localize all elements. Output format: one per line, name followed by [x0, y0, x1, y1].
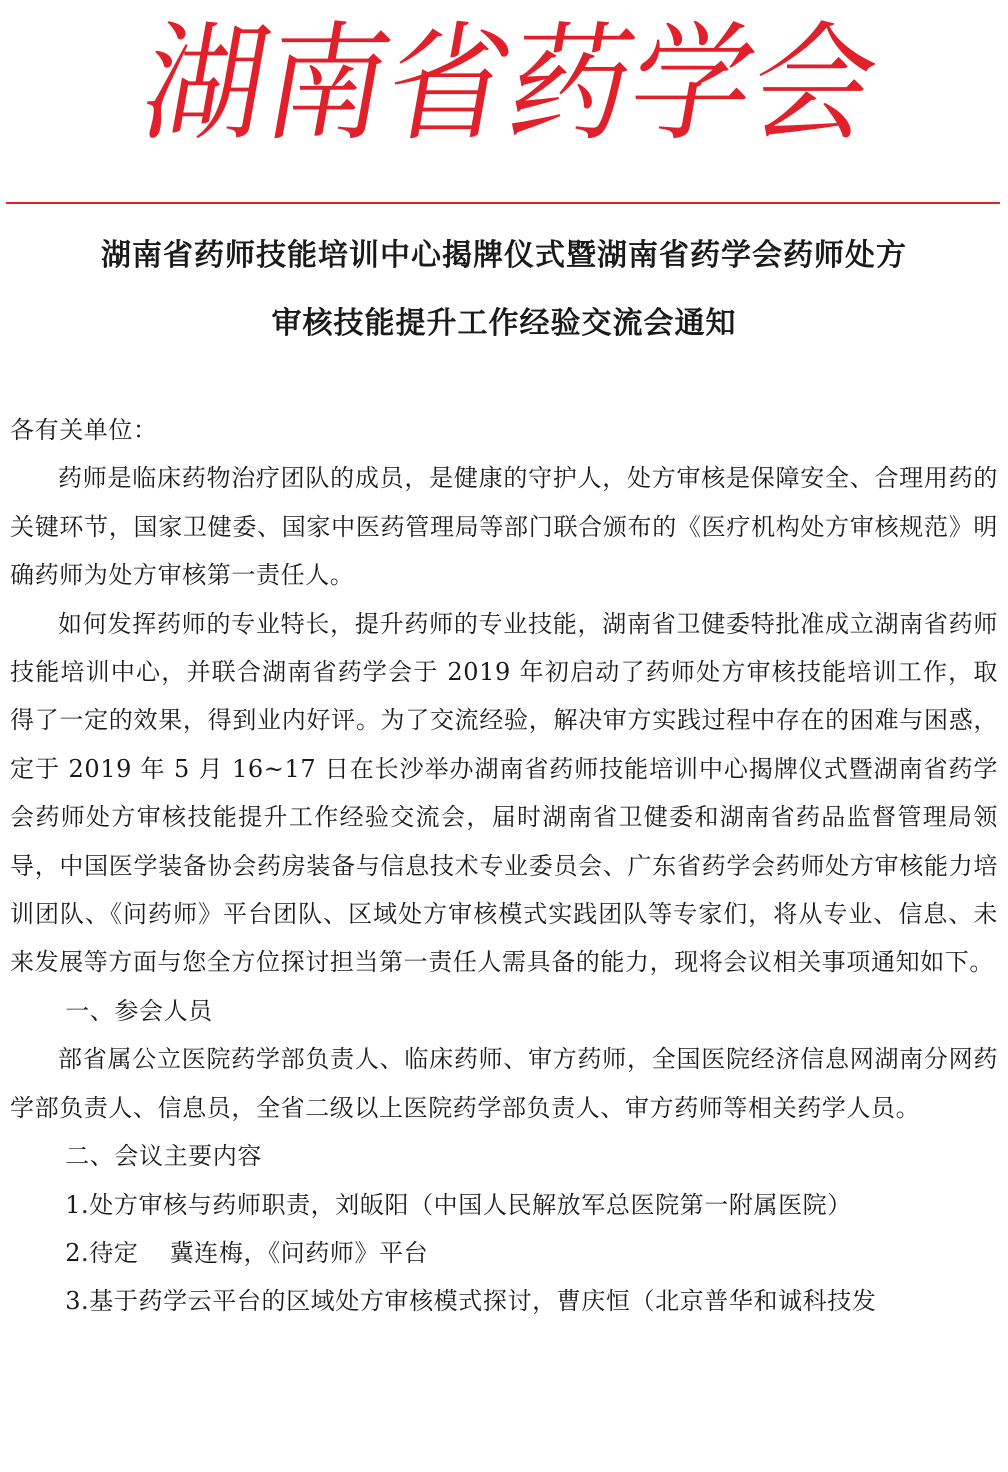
salutation: 各有关单位：	[10, 416, 158, 444]
section-heading-attendees: 一、参会人员	[65, 996, 213, 1025]
org-name: 湖南省药学会	[132, 9, 927, 159]
document-body	[10, 406, 998, 1326]
paragraph-background: 如何发挥药师的专业特长，提升药师的专业技能，湖南省卫健委特批准成立湖南省药师技能培训中心，并联合湖南省药学会于 2019 年初启动了药师处方审核技能培训工作，取得了一定的效果，得到业内好评。为了交流经验，解决审方实践过程中存在的困难与困惑，定于 2019 年 5 月 16~17 日在长沙举办湖南省药师技能培训中心揭牌仪式暨湖南省药学会药师处方审核技能提升工作经验交流会，届时湖南省卫健委和湖南省药品监督管理局领导，中国医学装备协会药房装备与信息技术专业委员会、广东省药学会药师处方审核能力培训团队、《问药师》平台团队、区域处方审核模式实践团队等专家们，将从专业、信息、未来发展等方面与您全方位探讨担当第一责任人需具备的能力，现将会议相关事项通知如下。	[10, 609, 998, 977]
agenda-item: 1.处方审核与药师职责，刘皈阳（中国人民解放军总医院第一附属医院）	[65, 1190, 852, 1219]
letterhead	[0, 6, 1008, 166]
paragraph-attendees: 部省属公立医院药学部负责人、临床药师、审方药师，全国医院经济信息网湖南分网药学部负责人、信息员，全省二级以上医院药学部负责人、审方药师等相关药学人员。	[10, 1045, 998, 1122]
paragraph-intro: 药师是临床药物治疗团队的成员，是健康的守护人，处方审核是保障安全、合理用药的关键环节，国家卫健委、国家中医药管理局等部门联合颁布的《医疗机构处方审核规范》明确药师为处方审核第一责任人。	[10, 464, 998, 590]
document-title	[0, 222, 1008, 358]
agenda-item	[10, 1229, 998, 1277]
title-line-2: 审核技能提升工作经验交流会通知	[271, 306, 737, 341]
agenda-item-speaker: 冀连梅，《问药师》平台	[169, 1238, 429, 1267]
section-heading-content: 二、会议主要内容	[65, 1142, 262, 1171]
letterhead-wordmark	[0, 6, 1008, 166]
agenda-item-topic: 2.待定	[65, 1238, 139, 1267]
agenda-item: 3.基于药学云平台的区域处方审核模式探讨，曹庆恒（北京普华和诚科技发	[65, 1287, 877, 1316]
title-line-1: 湖南省药师技能培训中心揭牌仪式暨湖南省药学会药师处方	[101, 238, 907, 273]
letterhead-divider	[6, 202, 1000, 204]
